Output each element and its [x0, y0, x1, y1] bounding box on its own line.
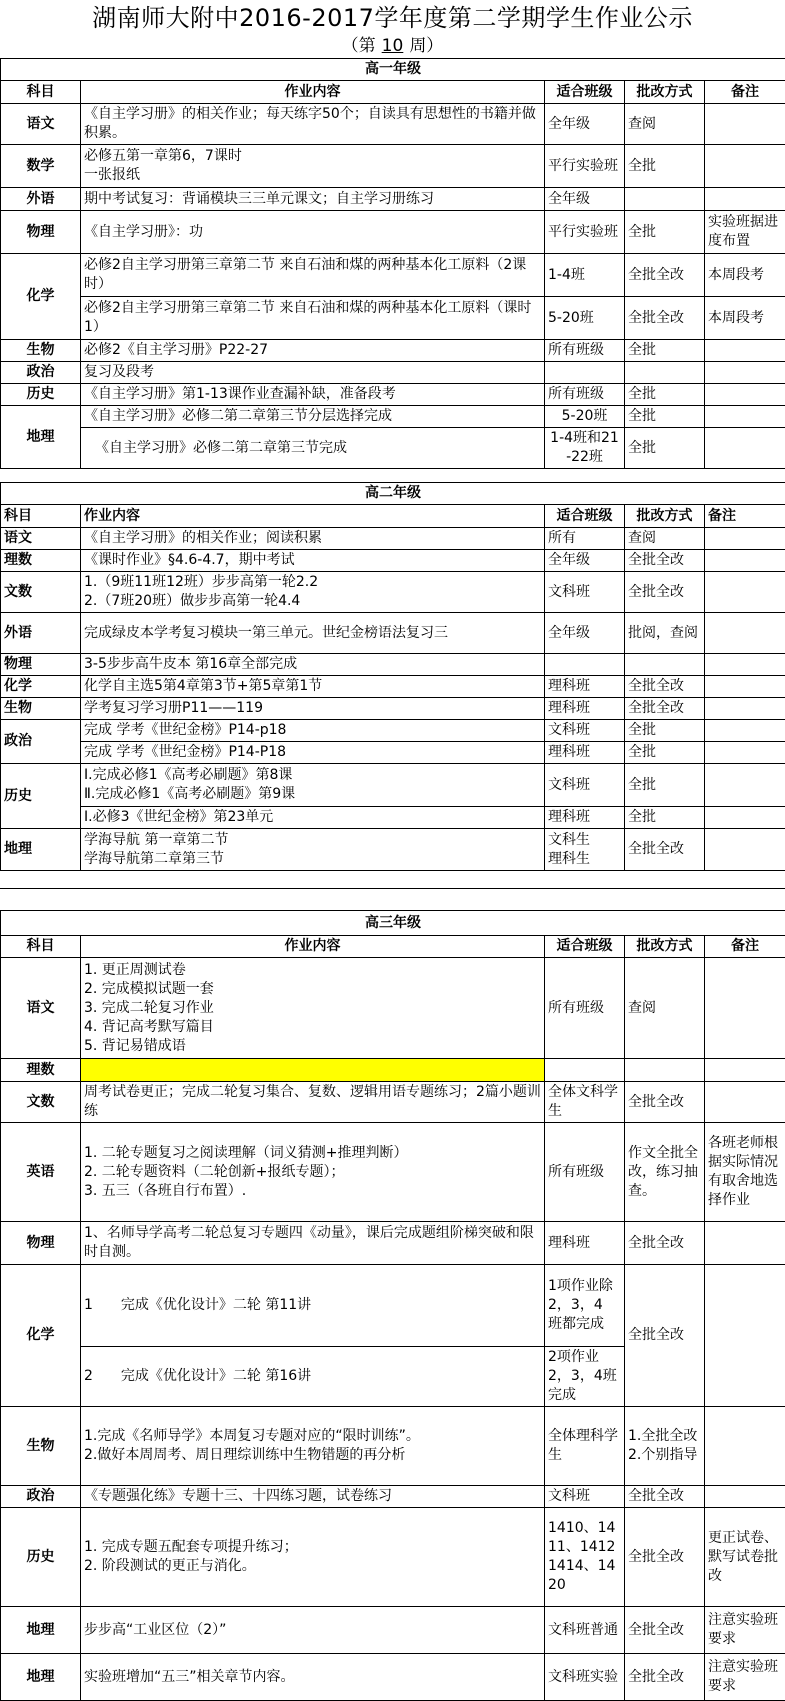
- table-row: [1, 428, 785, 469]
- method-cell: 全批全改: [625, 254, 705, 297]
- class-cell: 平行实验班: [545, 145, 625, 188]
- method-cell: 全批: [625, 145, 705, 188]
- table-row: [1, 829, 785, 871]
- content-cell: 《自主学习册》必修二第二章第三节完成: [81, 428, 545, 469]
- class-cell: 1项作业除2，3，4 班都完成: [545, 1265, 625, 1347]
- table-row: [1, 254, 785, 297]
- header-note: 备注: [705, 936, 785, 958]
- page-title: 湖南师大附中2016-2017学年度第二学期学生作业公示: [0, 2, 785, 34]
- note-cell: [705, 698, 785, 720]
- table-row: [1, 698, 785, 720]
- subject-cell: 英语: [1, 1123, 81, 1222]
- class-cell: 5-20班: [545, 297, 625, 340]
- method-cell: 全批: [625, 428, 705, 469]
- method-cell: 1.全批全改 2.个别指导: [625, 1407, 705, 1486]
- table-row: [1, 362, 785, 384]
- content-cell: 2 完成《优化设计》二轮 第16讲: [81, 1347, 545, 1407]
- method-cell: 全批: [625, 211, 705, 254]
- content-cell: 完成绿皮本学考复习模块一第三单元。世纪金榜语法复习三: [81, 613, 545, 654]
- table-row: [1, 145, 785, 188]
- note-cell: [705, 145, 785, 188]
- content-cell: 复习及段考: [81, 362, 545, 384]
- class-cell: 1-4班: [545, 254, 625, 297]
- class-cell: 理科班: [545, 807, 625, 829]
- method-cell: [625, 654, 705, 676]
- note-cell: [705, 406, 785, 428]
- content-cell: 周考试卷更正；完成二轮复习集合、复数、逻辑用语专题练习；2篇小题训练: [81, 1082, 545, 1123]
- subject-cell: 语文: [1, 104, 81, 145]
- note-cell: [705, 104, 785, 145]
- method-cell: 查阅: [625, 104, 705, 145]
- content-cell: 学海导航 第一章第二节 学海导航第二章第三节: [81, 829, 545, 871]
- section-divider: [0, 888, 785, 911]
- class-cell: 理科班: [545, 742, 625, 764]
- note-cell: [705, 1082, 785, 1123]
- table-row: [1, 613, 785, 654]
- subject-cell: 政治: [1, 720, 81, 764]
- method-cell: 查阅: [625, 958, 705, 1059]
- table-row: [1, 807, 785, 829]
- note-cell: [705, 188, 785, 211]
- method-cell: 作文全批全改，练习抽查。: [625, 1123, 705, 1222]
- grade2-title: 高二年级: [1, 483, 785, 505]
- table-row: [1, 1486, 785, 1508]
- content-cell: Ⅰ.必修3《世纪金榜》第23单元: [81, 807, 545, 829]
- grade1-title: 高一年级: [1, 59, 785, 81]
- table-row: [1, 297, 785, 340]
- method-cell: [625, 188, 705, 211]
- table-row: [1, 188, 785, 211]
- week-suffix: 周）: [409, 36, 443, 56]
- table-row: [1, 572, 785, 613]
- header-method: 批改方式: [625, 81, 705, 104]
- content-cell: 《自主学习册》第1-13课作业查漏补缺，准备段考: [81, 384, 545, 406]
- subject-cell: 政治: [1, 362, 81, 384]
- header-subject: 科目: [1, 936, 81, 958]
- class-cell: 5-20班: [545, 406, 625, 428]
- method-cell: 全批全改: [625, 676, 705, 698]
- subject-cell: 化学: [1, 254, 81, 340]
- class-cell: 全体文科学生: [545, 1082, 625, 1123]
- content-cell: 期中考试复习：背诵模块三三单元课文；自主学习册练习: [81, 188, 545, 211]
- subject-cell: 文数: [1, 1082, 81, 1123]
- content-cell: 《专题强化练》专题十三、十四练习题，试卷练习: [81, 1486, 545, 1508]
- subject-cell: 文数: [1, 572, 81, 613]
- content-cell: 1、名师导学高考二轮总复习专题四《动量》，课后完成题组阶梯突破和限时自测。: [81, 1222, 545, 1265]
- method-cell: 全批全改: [625, 572, 705, 613]
- class-cell: 平行实验班: [545, 211, 625, 254]
- subject-cell: 生物: [1, 340, 81, 362]
- class-cell: 所有班级: [545, 340, 625, 362]
- class-cell: 文科班: [545, 1486, 625, 1508]
- grade2-table: [0, 482, 785, 871]
- note-cell: [705, 742, 785, 764]
- header-content: 作业内容: [81, 505, 545, 528]
- content-cell: 学考复习学习册P11——119: [81, 698, 545, 720]
- header-content: 作业内容: [81, 936, 545, 958]
- method-cell: 全批全改: [625, 297, 705, 340]
- method-cell: 全批: [625, 340, 705, 362]
- method-cell: 全批全改: [625, 1654, 705, 1701]
- class-cell: 所有班级: [545, 384, 625, 406]
- method-cell: 全批: [625, 720, 705, 742]
- class-cell: 文科班: [545, 764, 625, 807]
- class-cell: 文科生 理科生: [545, 829, 625, 871]
- class-cell: 文科班实验: [545, 1654, 625, 1701]
- header-method: 批改方式: [625, 505, 705, 528]
- content-cell: 必修五第一章第6，7课时 一张报纸: [81, 145, 545, 188]
- subject-cell: 政治: [1, 1486, 81, 1508]
- content-cell: 化学自主选5第4章第3节+第5章第1节: [81, 676, 545, 698]
- subject-cell: 化学: [1, 676, 81, 698]
- content-cell: 《自主学习册》：功: [81, 211, 545, 254]
- note-cell: 更正试卷、默写试卷批改: [705, 1508, 785, 1607]
- content-cell: 《自主学习册》的相关作业；每天练字50个；自读具有思想性的书籍并做积累。: [81, 104, 545, 145]
- note-cell: [705, 528, 785, 550]
- table-row: [1, 764, 785, 807]
- note-cell: [705, 807, 785, 829]
- content-cell: 3-5步步高牛皮本 第16章全部完成: [81, 654, 545, 676]
- method-cell: 全批全改: [625, 1082, 705, 1123]
- class-cell: [545, 1059, 625, 1082]
- subject-cell: 地理: [1, 1654, 81, 1701]
- note-cell: [705, 958, 785, 1059]
- class-cell: 1410、1411、1412 1414、1420: [545, 1508, 625, 1607]
- content-cell: 1 完成《优化设计》二轮 第11讲: [81, 1265, 545, 1347]
- content-cell: 《自主学习册》的相关作业；阅读积累: [81, 528, 545, 550]
- header-note: 备注: [705, 81, 785, 104]
- method-cell: 全批全改: [625, 1222, 705, 1265]
- note-cell: [705, 1407, 785, 1486]
- note-cell: [705, 613, 785, 654]
- note-cell: [705, 550, 785, 572]
- method-cell: [625, 1059, 705, 1082]
- content-cell: 1. 更正周测试卷 2. 完成模拟试题一套 3. 完成二轮复习作业 4. 背记高考默写篇目 5. 背记易错成语: [81, 958, 545, 1059]
- note-cell: [705, 1059, 785, 1082]
- class-cell: 文科班: [545, 720, 625, 742]
- note-cell: [705, 1265, 785, 1407]
- content-cell: 必修2自主学习册第三章第二节 来自石油和煤的两种基本化工原料（课时1）: [81, 297, 545, 340]
- class-cell: [545, 362, 625, 384]
- table-row: [1, 742, 785, 764]
- subject-cell: 外语: [1, 613, 81, 654]
- note-cell: 本周段考: [705, 297, 785, 340]
- class-cell: 全年级: [545, 188, 625, 211]
- content-cell: 1. 二轮专题复习之阅读理解（词义猜测+推理判断） 2. 二轮专题资料（二轮创新+报纸专题）； 3. 五三（各班自行布置）.: [81, 1123, 545, 1222]
- note-cell: 实验班据进度布置: [705, 211, 785, 254]
- subject-cell: 地理: [1, 829, 81, 871]
- table-row: [1, 676, 785, 698]
- table-row: [1, 340, 785, 362]
- content-cell: 《课时作业》§4.6-4.7，期中考试: [81, 550, 545, 572]
- table-row: [1, 1654, 785, 1701]
- note-cell: [705, 1486, 785, 1508]
- method-cell: 批阅，查阅: [625, 613, 705, 654]
- header-class: 适合班级: [545, 505, 625, 528]
- class-cell: [545, 654, 625, 676]
- class-cell: 全年级: [545, 104, 625, 145]
- class-cell: 文科班: [545, 572, 625, 613]
- method-cell: 全批: [625, 406, 705, 428]
- class-cell: 文科班普通: [545, 1607, 625, 1654]
- subject-cell: 地理: [1, 1607, 81, 1654]
- note-cell: 本周段考: [705, 254, 785, 297]
- week-prefix: （第: [342, 36, 376, 56]
- table-row: [1, 958, 785, 1059]
- subject-cell: 语文: [1, 528, 81, 550]
- class-cell: 全年级: [545, 550, 625, 572]
- subject-cell: 物理: [1, 654, 81, 676]
- note-cell: [705, 340, 785, 362]
- note-cell: [705, 764, 785, 807]
- subject-cell: 理数: [1, 550, 81, 572]
- note-cell: [705, 654, 785, 676]
- table-row: [1, 1082, 785, 1123]
- subject-cell: 地理: [1, 406, 81, 469]
- content-cell: 1.（9班11班12班）步步高第一轮2.2 2.（7班20班）做步步高第一轮4.4: [81, 572, 545, 613]
- header-subject: 科目: [1, 81, 81, 104]
- method-cell: 全批全改: [625, 1486, 705, 1508]
- subject-cell: 化学: [1, 1265, 81, 1407]
- table-row: [1, 1407, 785, 1486]
- method-cell: 全批全改: [625, 698, 705, 720]
- note-cell: 注意实验班要求: [705, 1654, 785, 1701]
- grade3-table: [0, 910, 785, 1701]
- header-note: 备注: [705, 505, 785, 528]
- content-cell: Ⅰ.完成必修1《高考必刷题》第8课 Ⅱ.完成必修1《高考必刷题》第9课: [81, 764, 545, 807]
- header-class: 适合班级: [545, 81, 625, 104]
- class-cell: 全年级: [545, 613, 625, 654]
- table-row: [1, 1222, 785, 1265]
- method-cell: [625, 362, 705, 384]
- subject-cell: 理数: [1, 1059, 81, 1082]
- method-cell: 全批: [625, 742, 705, 764]
- header-class: 适合班级: [545, 936, 625, 958]
- subject-cell: 物理: [1, 1222, 81, 1265]
- table-row: [1, 1265, 785, 1347]
- header-content: 作业内容: [81, 81, 545, 104]
- method-cell: 全批全改: [625, 1508, 705, 1607]
- table-row: [1, 1607, 785, 1654]
- method-cell: 全批全改: [625, 550, 705, 572]
- subject-cell: 物理: [1, 211, 81, 254]
- subject-cell: 生物: [1, 1407, 81, 1486]
- content-cell: 必修2自主学习册第三章第二节 来自石油和煤的两种基本化工原料（2课时）: [81, 254, 545, 297]
- method-cell: 全批全改: [625, 829, 705, 871]
- table-row: [1, 528, 785, 550]
- table-row: [1, 550, 785, 572]
- subject-cell: 历史: [1, 384, 81, 406]
- week-number: 10: [376, 36, 410, 56]
- method-cell: 全批全改: [625, 1265, 705, 1407]
- table-row: [1, 104, 785, 145]
- class-cell: 所有班级: [545, 958, 625, 1059]
- table-row: [1, 1508, 785, 1607]
- note-cell: [705, 428, 785, 469]
- method-cell: 全批: [625, 764, 705, 807]
- class-cell: 理科班: [545, 698, 625, 720]
- content-cell: 必修2《自主学习册》P22-27: [81, 340, 545, 362]
- header-method: 批改方式: [625, 936, 705, 958]
- note-cell: 注意实验班要求: [705, 1607, 785, 1654]
- method-cell: 查阅: [625, 528, 705, 550]
- class-cell: 1-4班和21-22班: [545, 428, 625, 469]
- content-cell: 实验班增加“五三”相关章节内容。: [81, 1654, 545, 1701]
- method-cell: 全批全改: [625, 1607, 705, 1654]
- table-row: [1, 211, 785, 254]
- class-cell: 所有班级: [545, 1123, 625, 1222]
- class-cell: 2项作业2，3，4班完成: [545, 1347, 625, 1407]
- note-cell: [705, 362, 785, 384]
- content-cell: 步步高“工业区位（2）”: [81, 1607, 545, 1654]
- subject-cell: 历史: [1, 1508, 81, 1607]
- content-cell: 1. 完成专题五配套专项提升练习； 2. 阶段测试的更正与消化。: [81, 1508, 545, 1607]
- subject-cell: 生物: [1, 698, 81, 720]
- note-cell: [705, 1222, 785, 1265]
- note-cell: [705, 676, 785, 698]
- subject-cell: 数学: [1, 145, 81, 188]
- table-row: [1, 654, 785, 676]
- table-row: [1, 384, 785, 406]
- note-cell: 各班老师根据实际情况有取舍地选择作业: [705, 1123, 785, 1222]
- table-row: [1, 720, 785, 742]
- header-subject: 科目: [1, 505, 81, 528]
- content-cell: 完成 学考《世纪金榜》P14-p18: [81, 720, 545, 742]
- method-cell: 全批: [625, 807, 705, 829]
- table-row: [1, 406, 785, 428]
- grade1-table: [0, 58, 785, 469]
- highlighted-content-cell: [81, 1059, 545, 1082]
- note-cell: [705, 572, 785, 613]
- class-cell: 所有: [545, 528, 625, 550]
- content-cell: 《自主学习册》必修二第二章第三节分层选择完成: [81, 406, 545, 428]
- class-cell: 全体理科学生: [545, 1407, 625, 1486]
- content-cell: 1.完成《名师导学》本周复习专题对应的“限时训练”。 2.做好本周周考、周日理综训练中生物错题的再分析: [81, 1407, 545, 1486]
- class-cell: 理科班: [545, 1222, 625, 1265]
- content-cell: 完成 学考《世纪金榜》P14-P18: [81, 742, 545, 764]
- table-row: [1, 1059, 785, 1082]
- note-cell: [705, 384, 785, 406]
- note-cell: [705, 720, 785, 742]
- subject-cell: 历史: [1, 764, 81, 829]
- table-row: [1, 1123, 785, 1222]
- note-cell: [705, 829, 785, 871]
- grade3-title: 高三年级: [1, 911, 785, 936]
- week-indicator: [0, 34, 785, 58]
- method-cell: 全批: [625, 384, 705, 406]
- class-cell: 理科班: [545, 676, 625, 698]
- subject-cell: 语文: [1, 958, 81, 1059]
- subject-cell: 外语: [1, 188, 81, 211]
